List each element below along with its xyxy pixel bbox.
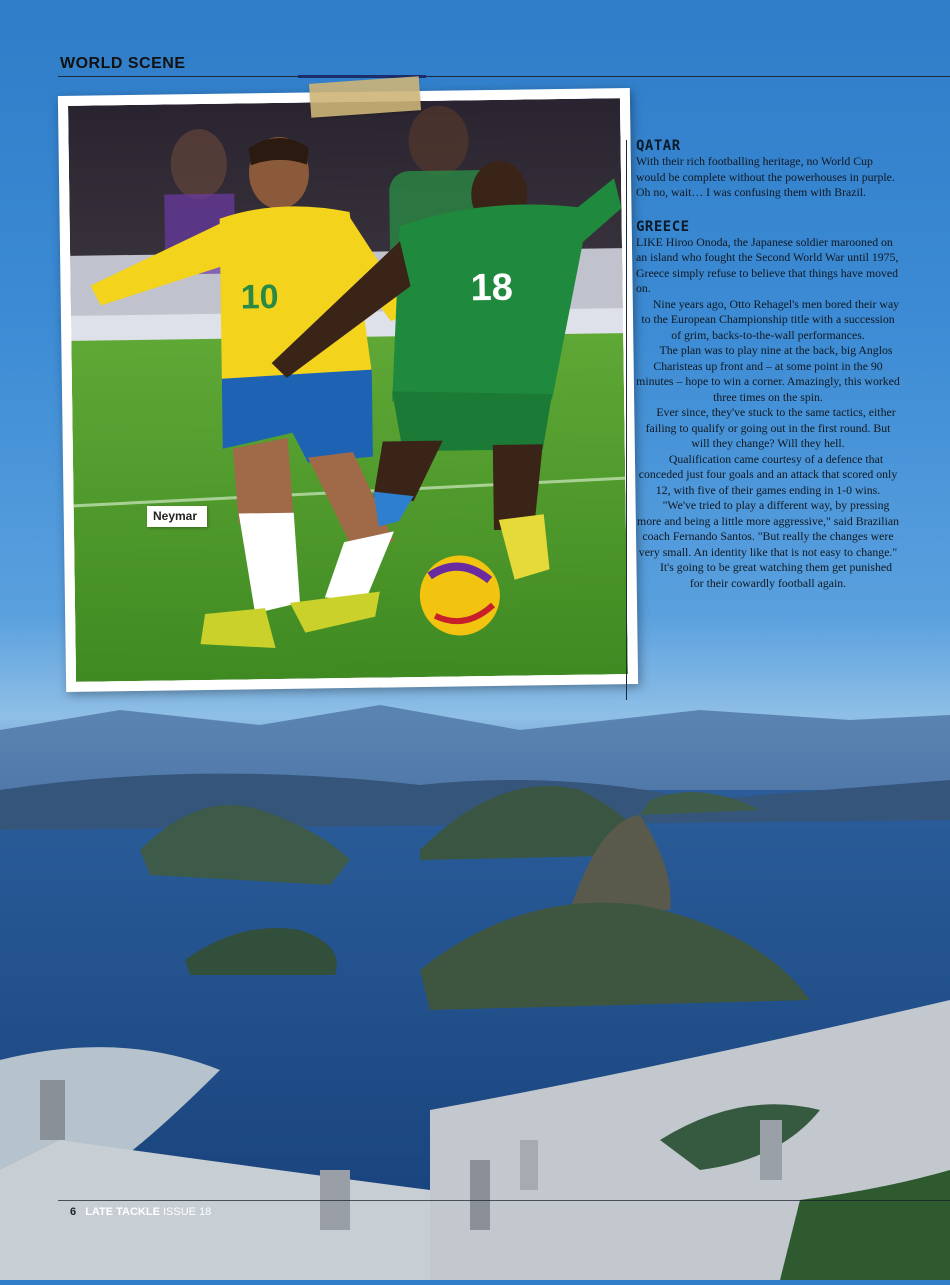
greece-paragraph: LIKE Hiroo Onoda, the Japanese soldier marooned on an island who fought the Second World War until 1975, Greece simply refuse to believe that things have moved on.	[636, 234, 899, 295]
issue-number: ISSUE 18	[163, 1206, 212, 1218]
rio-background-image	[0, 690, 950, 1280]
svg-text:18: 18	[470, 266, 514, 310]
greece-paragraph: The plan was to play nine at the back, big Anglos Charisteas up front and – at some point in the 90 minutes – hope to win a corner. Amazingly, this worked three times on the spin.	[636, 343, 900, 404]
article	[636, 138, 900, 591]
match-photo-image	[68, 98, 628, 682]
page-footer	[70, 1206, 211, 1218]
greece-paragraph: It's going to be great watching them get punished for their cowardly football again.	[659, 560, 893, 590]
header-rule	[58, 76, 950, 77]
greece-paragraph: Ever since, they've stuck to the same tactics, either failing to qualify or going out in the first round. But will they change? Will they hell.	[645, 405, 896, 450]
magazine-name: LATE TACKLE	[85, 1206, 160, 1218]
greece-paragraph: Nine years ago, Otto Rehagel's men bored their way to the European Championship title with a succession of grim, backs-to-the-wall performances.	[641, 296, 900, 342]
photo-caption: Neymar	[147, 506, 207, 527]
footer-rule	[58, 1200, 950, 1201]
greece-heading: GREECE	[636, 218, 690, 235]
qatar-heading: QATAR	[636, 138, 681, 154]
svg-text:10: 10	[240, 277, 279, 317]
page-number: 6	[70, 1206, 77, 1218]
column-rule	[626, 140, 627, 700]
match-photo	[58, 88, 638, 692]
greece-paragraph: Qualification came courtesy of a defence that conceded just four goals and an attack that scored only 12, with five of their games ending in 1-0 wins.	[638, 451, 898, 497]
section-title: WORLD SCENE	[60, 55, 186, 72]
greece-paragraph: "We've tried to play a different way, by pressing more and being a little more aggressive," said Brazilian coach Fernando Santos. "But really the changes were very small. An identity like that is not easy to change."	[637, 498, 899, 559]
qatar-body: With their rich footballing heritage, no World Cup would be complete without the powerhouses in purple. Oh no, wait… I was confusing them with Brazil.	[636, 154, 895, 199]
